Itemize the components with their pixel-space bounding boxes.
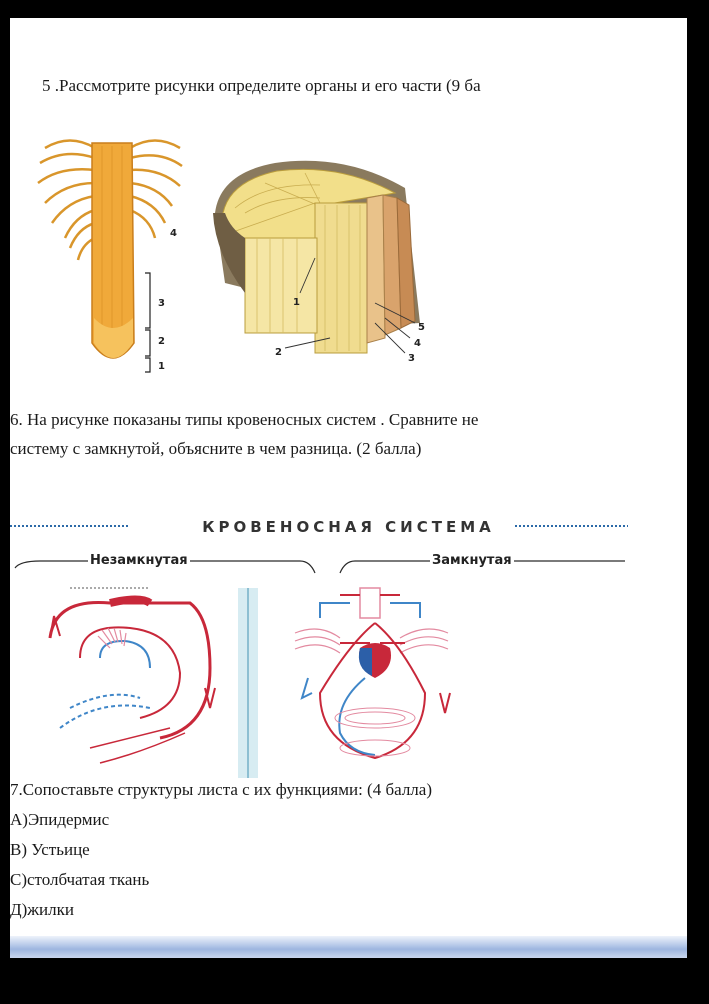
root-label: 4 [170,228,177,239]
root-label: 1 [158,361,165,372]
stem-label: 1 [293,297,300,308]
question-7-heading: 7.Сопоставьте структуры листа с их функциями: (4 балла) [10,780,432,799]
root-tip-figure [20,128,190,378]
q7-option-a: А)Эпидермис [10,810,110,829]
closed-circulatory-system-drawing [280,583,470,783]
q7-option-d: Д)жилки [10,900,74,919]
stem-label: 2 [275,347,282,358]
root-label: 2 [158,336,165,347]
closed-system-label: Замкнутая [432,553,512,568]
stem-label: 4 [414,338,421,349]
question-6-text [10,405,478,463]
q7-option-c: С)столбчатая ткань [10,870,150,889]
stem-label: 3 [408,353,415,364]
root-label: 3 [158,298,165,309]
question-6-line: систему с замкнутой, объясните в чем разница. (2 балла) [10,439,422,458]
taskbar-band [10,936,687,958]
question-5-text: 5 .Рассмотрите рисунки определите органы и его части (9 ба [42,76,481,95]
worksheet-page [10,18,687,958]
open-circulatory-system-drawing [40,578,230,778]
question-7 [10,775,432,925]
q7-option-b: В) Устьице [10,840,90,859]
stem-section-figure [205,143,455,383]
question-6-line: 6. На рисунке показаны типы кровеносных систем . Сравните не [10,410,479,429]
open-system-label: Незамкнутая [90,553,188,568]
circulation-title: КРОВЕНОСНАЯ СИСТЕМА [202,518,495,536]
stem-label: 5 [418,322,425,333]
